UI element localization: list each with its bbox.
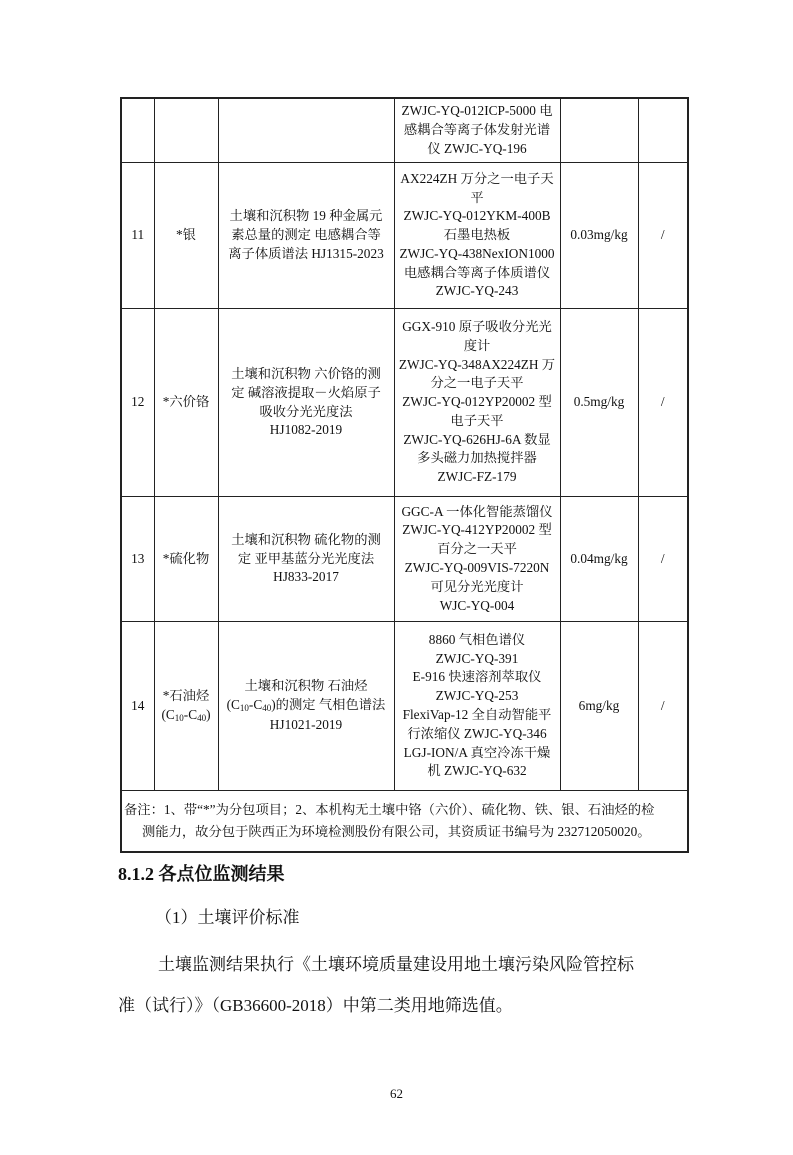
instrument-line: 可见分光光度计 [430, 578, 524, 594]
method-line: HJ1082-2019 [269, 422, 343, 438]
table-row [121, 622, 688, 791]
instrument-line: ZWJC-YQ-253 [435, 688, 519, 704]
method-line: 土壤和沉积物 石油烃 [244, 678, 368, 694]
cell-item: *硫化物 [154, 497, 218, 622]
instrument-line: GGC-A 一体化智能蒸馏仪 [401, 503, 553, 519]
cell-instruments [394, 497, 560, 622]
table-row [121, 98, 688, 163]
instrument-line: ZWJC-YQ-412YP20002 型 [402, 522, 552, 538]
instrument-line: WJC-YQ-004 [439, 597, 515, 613]
cell-item: *银 [154, 163, 218, 309]
instrument-line: 电子天平 [450, 412, 504, 428]
cell-remark: / [638, 309, 688, 497]
method-line: 离子体质谱法 HJ1315-2023 [228, 245, 384, 261]
method-line: HJ833-2017 [273, 569, 339, 585]
cell-method [218, 497, 394, 622]
item-formula: $(C_{10}-C_{40})$ [161, 706, 211, 723]
cell-no [121, 98, 154, 163]
instrument-line: LGJ-ION/A 真空冷冻干燥 [403, 744, 551, 760]
instrument-line: ZWJC-YQ-438NexION1000 [399, 245, 555, 261]
cell-instruments [394, 622, 560, 791]
instrument-line: 多头磁力加热搅拌器 [417, 450, 537, 466]
method-line: 土壤和沉积物 六价铬的测 [231, 365, 381, 381]
cell-instruments [394, 163, 560, 309]
table-note-row [121, 791, 688, 853]
table-note [121, 791, 688, 853]
instrument-line: GGX-910 原子吸收分光光 [402, 318, 552, 334]
instrument-line: 电感耦合等离子体质谱仪 [403, 264, 551, 280]
paragraph-line-1: 土壤监测结果执行《土壤环境质量建设用地土壤污染风险管控标 [158, 955, 634, 974]
cell-instruments [394, 309, 560, 497]
item-name: *石油烃 [162, 687, 210, 703]
method-line: HJ1021-2019 [269, 716, 343, 732]
instrument-line: 8860 气相色谱仪 [428, 631, 526, 647]
section-heading: 8.1.2 各点位监测结果 [118, 864, 285, 884]
method-line: 定 亚甲基蓝分光光度法 [237, 550, 375, 566]
method-line: $(C_{10}-C_{40})$的测定 气相色谱法 [226, 697, 386, 714]
method-line: 定 碱溶液提取－火焰原子 [231, 384, 381, 400]
instrument-line: 机 ZWJC-YQ-632 [427, 763, 527, 779]
paragraph-line-2: 准（试行）》（GB36600-2018）中第二类用地筛选值。 [118, 996, 513, 1015]
cell-limit [560, 98, 638, 163]
instrument-line: E-916 快速溶剂萃取仪 [412, 669, 542, 685]
method-line: 土壤和沉积物 19 种金属元 [229, 208, 383, 224]
instrument-line: ZWJC-YQ-009VIS-7220N [404, 560, 550, 575]
cell-method [218, 622, 394, 791]
instrument-line: 仪 ZWJC-YQ-196 [427, 140, 527, 156]
cell-limit: 0.04mg/kg [560, 497, 638, 622]
instrument-line: 感耦合等离子体发射光谱 [403, 122, 551, 138]
cell-item [154, 622, 218, 791]
instrument-line: ZWJC-YQ-243 [435, 283, 519, 299]
cell-no: 11 [121, 163, 154, 309]
instrument-line: AX224ZH 万分之一电子天 [400, 170, 554, 186]
cell-no: 14 [121, 622, 154, 791]
instrument-line: ZWJC-YQ-012YP20002 型 [402, 394, 552, 410]
cell-limit: 0.5mg/kg [560, 309, 638, 497]
cell-remark: / [638, 497, 688, 622]
instrument-line: 行浓缩仪 ZWJC-YQ-346 [407, 725, 547, 741]
cell-method [218, 98, 394, 163]
cell-item [154, 98, 218, 163]
instrument-line: 度计 [463, 337, 491, 353]
instrument-line: ZWJC-YQ-012YKM-400B [403, 208, 551, 224]
cell-remark: / [638, 163, 688, 309]
instrument-line: 平 [470, 189, 484, 205]
cell-no: 13 [121, 497, 154, 622]
instrument-line: 百分之一天平 [437, 541, 517, 557]
note-line-2: 测能力，故分包于陕西正为环境检测股份有限公司，其资质证书编号为 232712050020。 [142, 824, 651, 839]
instrument-line: ZWJC-YQ-348AX224ZH 万 [398, 356, 556, 372]
cell-limit: 6mg/kg [560, 622, 638, 791]
instrument-line: 分之一电子天平 [430, 375, 524, 391]
body-paragraph [118, 944, 688, 1026]
instrument-line: ZWJC-YQ-012ICP-5000 电 [401, 103, 553, 119]
method-line: 土壤和沉积物 硫化物的测 [231, 531, 381, 547]
instrument-line: FlexiVap-12 全自动智能平 [402, 707, 552, 722]
cell-method [218, 309, 394, 497]
cell-remark: / [638, 622, 688, 791]
table-row [121, 309, 688, 497]
instrument-line: ZWJC-FZ-179 [437, 469, 517, 485]
table-row [121, 497, 688, 622]
page-number: 62 [390, 1086, 403, 1101]
cell-method [218, 163, 394, 309]
monitoring-methods-table [120, 97, 689, 853]
instrument-line: ZWJC-YQ-626HJ-6A 数显 [403, 431, 551, 447]
cell-item: *六价铬 [154, 309, 218, 497]
table-row [121, 163, 688, 309]
instrument-line: ZWJC-YQ-391 [435, 650, 519, 666]
subsection-heading: （1）土壤评价标准 [155, 908, 300, 927]
cell-instruments [394, 98, 560, 163]
cell-remark [638, 98, 688, 163]
instrument-line: 石墨电热板 [443, 227, 511, 243]
method-line: 素总量的测定 电感耦合等 [231, 227, 381, 243]
cell-no: 12 [121, 309, 154, 497]
cell-limit: 0.03mg/kg [560, 163, 638, 309]
note-line-1: 备注：1、带“*”为分包项目；2、本机构无土壤中铬（六价）、硫化物、铁、银、石油烃的检 [124, 802, 655, 817]
method-line: 吸收分光光度法 [259, 403, 353, 419]
